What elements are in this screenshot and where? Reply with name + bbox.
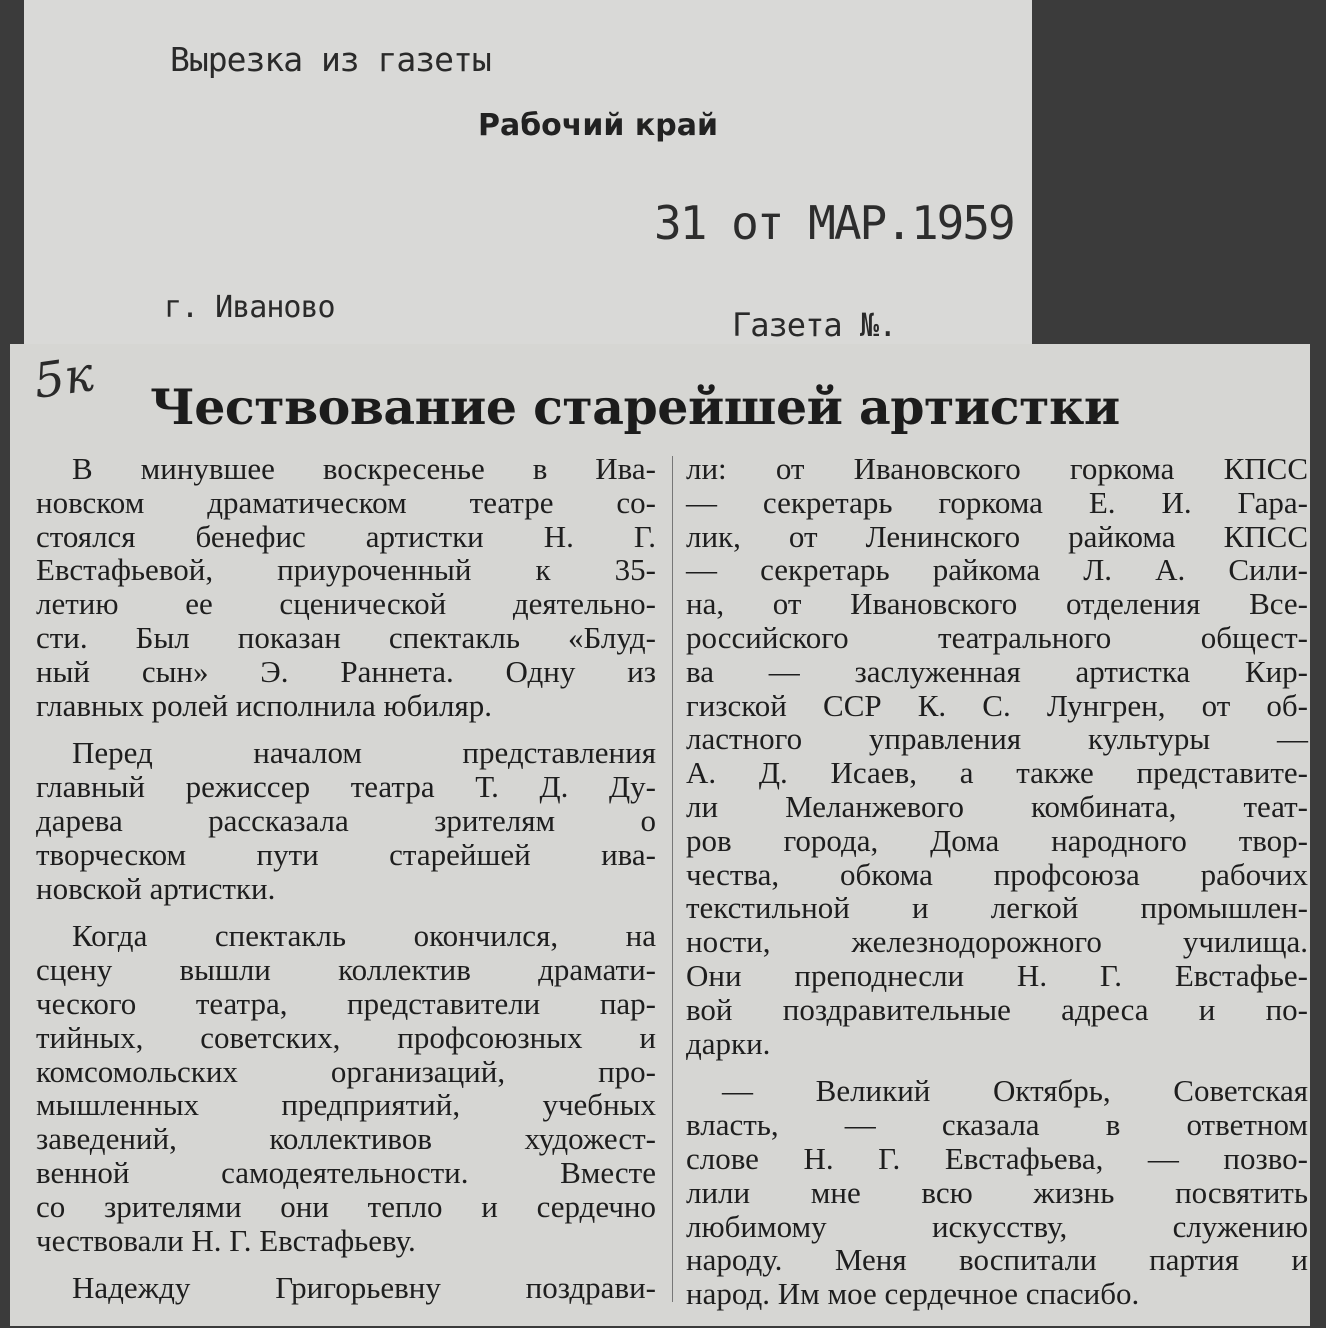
text-line: ли Меланжевого комбината, теат- [686,788,1308,824]
text-line: ли: от Ивановского горкома КПСС [686,451,1308,486]
article-left-column [36,452,656,1305]
paragraph-gap [686,1060,1308,1074]
text-line: — секретарь горкома Е. И. Гара- [686,484,1308,520]
text-line: со зрителями они тепло и сердечно [36,1188,656,1224]
column-divider [672,456,673,1302]
text-line: летию ее сценической деятельно- [36,586,656,622]
text-line: российского театрального общест- [686,619,1308,655]
text-line: ластного управления культуры — [686,721,1308,757]
text-line: главный режиссер театра Т. Д. Ду- [36,769,656,805]
text-line: на, от Ивановского отделения Все- [686,586,1308,622]
city-label: г. Иваново [164,290,335,325]
text-line: Надежду Григорьевну поздрави- [72,1270,656,1306]
text-line: власть, — сказала в ответном [686,1107,1308,1143]
text-line: ный сын» Э. Раннета. Одну из [36,653,656,689]
text-line: гизской ССР К. С. Лунгрен, от об- [686,687,1308,723]
text-line: комсомольских организаций, про- [36,1053,656,1089]
paragraph-gap [36,905,656,919]
text-line: заведений, коллективов художест- [36,1121,656,1157]
date-stamp: 31 от МАР.1959 [654,196,1014,250]
text-line: сцену вышли коллектив драмати- [36,952,656,988]
text-line: дарева рассказала зрителям о [36,802,656,838]
text-line: Они преподнесли Н. Г. Евстафье- [686,957,1308,993]
text-line: лили мне всю жизнь посвятить [686,1174,1308,1210]
text-line: текстильной и легкой промышлен- [686,890,1308,926]
newspaper-name: Рабочий край [478,108,718,143]
text-line: новской артистки. [36,870,276,906]
text-line: народ. Им мое сердечное спасибо. [686,1276,1140,1312]
text-line: новском драматическом театре со- [36,484,656,520]
text-line: чествовали Н. Г. Евстафьеву. [36,1222,416,1258]
text-line: ности, железнодорожного училища. [686,924,1308,960]
text-line: слове Н. Г. Евстафьева, — позво- [686,1140,1308,1176]
text-line: чества, обкома профсоюза рабочих [686,856,1308,892]
text-line: тийных, советских, профсоюзных и [36,1019,656,1055]
text-line: любимому искусству, служению [686,1208,1308,1244]
text-line: мышленных предприятий, учебных [36,1087,656,1123]
article-headline: Чествование старейшей артистки [150,378,1120,436]
paragraph-gap [36,1257,656,1271]
article-right-column [686,452,1308,1311]
text-line: — Великий Октябрь, Советская [722,1073,1308,1109]
text-line: ва — заслуженная артистка Кир- [686,653,1308,689]
text-line: Евстафьевой, приуроченный к 35- [36,552,656,588]
handwritten-mark: 5к [30,346,97,410]
archive-label-card [24,0,1032,362]
text-line: ческого театра, представители пар- [36,985,656,1021]
text-line: Перед началом представления [72,735,656,771]
paragraph-gap [36,722,656,736]
text-line: ров города, Дома народного твор- [686,822,1308,858]
text-line: дарки. [686,1025,771,1061]
text-line: — секретарь райкома Л. А. Сили- [686,552,1308,588]
text-line: вой поздравительные адреса и по- [686,991,1308,1027]
text-line: сти. Был показан спектакль «Блуд- [36,619,656,655]
text-line: венной самодеятельности. Вместе [36,1154,656,1190]
text-line: В минувшее воскресенье в Ива- [72,451,656,486]
text-line: лик, от Ленинского райкома КПСС [686,518,1308,554]
text-line: Когда спектакль окончился, на [72,918,656,954]
issue-number-label: Газета №. [732,306,897,344]
text-line: творческом пути старейшей ива- [36,836,656,872]
clipping-source-label: Вырезка из газеты [170,40,491,79]
text-line: стоялся бенефис артистки Н. Г. [36,518,656,554]
text-line: народу. Меня воспитали партия и [686,1242,1308,1278]
text-line: А. Д. Исаев, а также представите- [686,755,1308,791]
text-line: главных ролей исполнила юбиляр. [36,687,492,723]
